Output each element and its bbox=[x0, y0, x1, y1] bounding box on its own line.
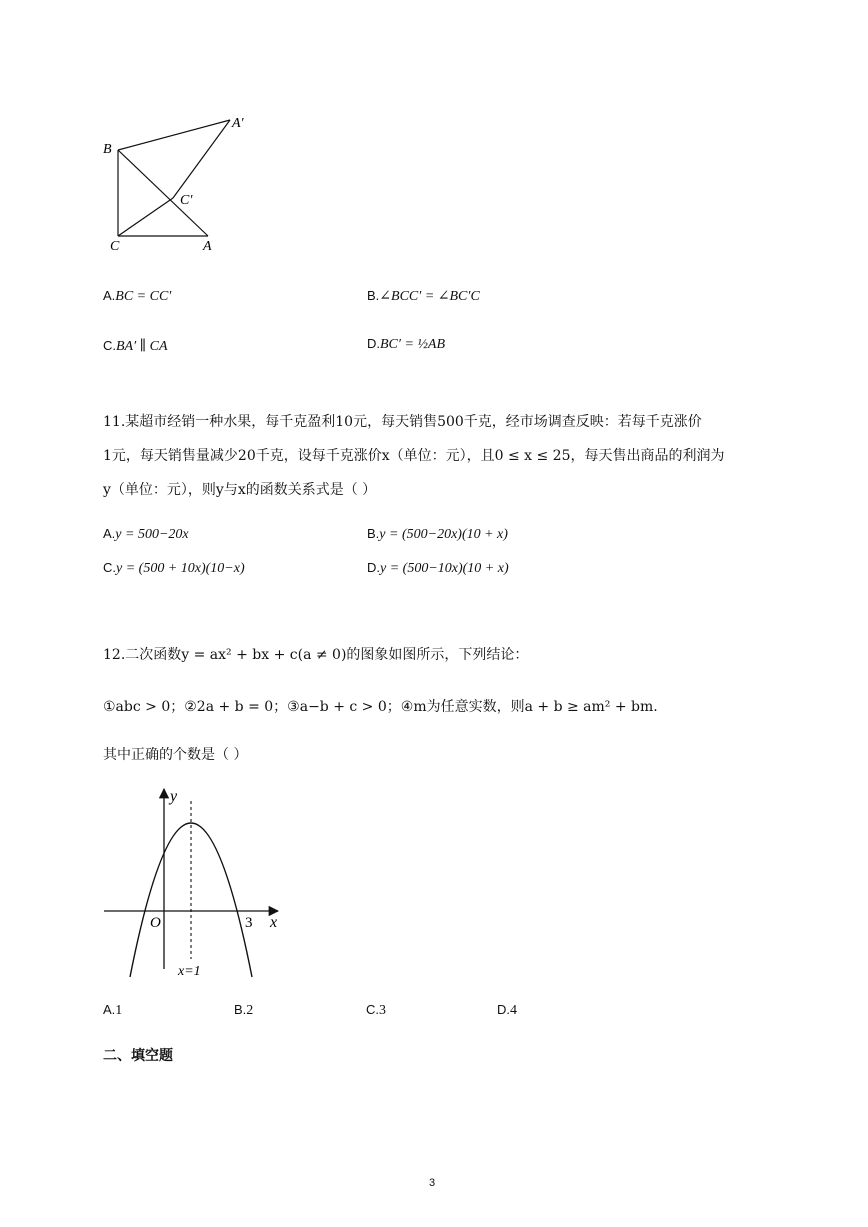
triangle-rotation-figure bbox=[100, 108, 260, 258]
symmetry-axis-label: x=1 bbox=[178, 964, 201, 979]
q11-stem-line2: 1元，每天销售量减少20千克，设每千克涨价x（单位：元），且0 ≤ x ≤ 25，每天售出商品的利润为 bbox=[103, 448, 725, 464]
segment-A-prime-C-prime bbox=[173, 120, 230, 198]
segment-C-C-prime bbox=[118, 198, 173, 236]
q12-option-c: C.3 bbox=[366, 1002, 386, 1018]
segment-BA bbox=[118, 150, 208, 236]
q10-option-a: A.BC = CC′ bbox=[103, 288, 172, 304]
q10-option-d-expr: BC′ = ½AB bbox=[380, 337, 446, 352]
q12-option-b: B.2 bbox=[234, 1002, 254, 1018]
q10-option-c: C.BA′ ∥ CA bbox=[103, 338, 168, 354]
q10-option-b: B.∠BCC′ = ∠BC′C bbox=[367, 288, 480, 304]
segment-BA-prime bbox=[118, 120, 230, 150]
x-axis-label: x bbox=[270, 914, 278, 931]
q12-question: 其中正确的个数是（ ） bbox=[103, 747, 248, 763]
q12-conclusions: ①abc > 0；②2a + b = 0；③a−b + c > 0；④m为任意实数，则a + b ≥ am² + bm. bbox=[103, 699, 658, 715]
label-B: B bbox=[103, 142, 112, 157]
q11-option-b: B.y = (500−20x)(10 + x) bbox=[367, 526, 508, 542]
q11-option-d: D.y = (500−10x)(10 + x) bbox=[367, 560, 509, 576]
q11-stem-line1: 11.某超市经销一种水果，每千克盈利10元，每天销售500千克，经市场调查反映：若每千克涨价 bbox=[103, 414, 702, 430]
q10-option-a-expr: BC = CC′ bbox=[115, 289, 172, 304]
section-heading: 二、填空题 bbox=[103, 1047, 173, 1063]
q12-stem: 12.二次函数y = ax² + bx + c(a ≠ 0)的图象如图所示，下列结论： bbox=[103, 647, 529, 663]
q11-option-c: C.y = (500 + 10x)(10−x) bbox=[103, 560, 245, 576]
y-axis-label: y bbox=[170, 788, 178, 805]
parabola-graph bbox=[100, 783, 290, 983]
q10-option-c-expr: BA′ ∥ CA bbox=[116, 339, 168, 354]
q11-stem-line3: y（单位：元），则y与x的函数关系式是（ ） bbox=[103, 482, 377, 498]
q11-option-a: A.y = 500−20x bbox=[103, 526, 189, 542]
root-label: 3 bbox=[245, 915, 253, 931]
page-number: 3 bbox=[429, 1177, 436, 1189]
q10-option-b-expr: ∠BCC′ = ∠BC′C bbox=[379, 289, 480, 304]
label-C: C bbox=[110, 239, 120, 254]
label-A: A bbox=[203, 239, 212, 254]
label-C-prime: C′ bbox=[180, 193, 193, 208]
q12-option-a: A.1 bbox=[103, 1002, 123, 1018]
label-A-prime: A′ bbox=[232, 116, 244, 131]
q12-option-d: D.4 bbox=[497, 1002, 517, 1018]
q10-option-d: D.BC′ = ½AB bbox=[367, 336, 446, 352]
origin-label: O bbox=[150, 915, 161, 931]
